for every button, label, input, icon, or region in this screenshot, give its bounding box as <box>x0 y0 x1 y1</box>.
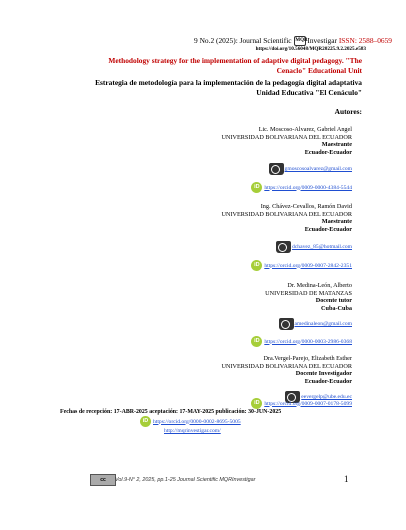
author-orcid-row[interactable] <box>251 336 352 347</box>
title-english-line2: Cenaclo" Educational Unit <box>276 65 362 75</box>
author-orcid[interactable]: https://orcid.org/0000-0003-2986-0368 <box>264 338 352 345</box>
orcid-icon: iD <box>251 336 262 347</box>
title-spanish <box>95 78 362 97</box>
orcid-icon: iD <box>251 260 262 271</box>
orcid-icon: iD <box>251 398 262 409</box>
authors-heading: Autores: <box>334 107 362 116</box>
orcid-icon: iD <box>251 182 262 193</box>
author-role: Docente tutor <box>315 297 352 305</box>
author-location: Ecuador-Ecuador <box>304 225 352 233</box>
author-name: Dra.Vergel-Parejo, Elizabeth Esther <box>263 355 352 362</box>
author-email[interactable]: dchavez_85@hotmail.com <box>292 244 352 250</box>
header-journal: Investigar <box>307 36 337 45</box>
author-email[interactable]: gmoscosoalvarez@gmail.com <box>284 166 352 172</box>
footer-citation: Vol.9-N° 2, 2025, pp.1-25 Journal Scientific MQRInvestigar <box>115 477 256 483</box>
author-location: Cuba-Cuba <box>321 304 352 312</box>
dates-line: Fechas de recepción: 17-ABR-2025 aceptación: 17-MAY-2025 publicación: 30-JUN-2025 <box>60 409 282 415</box>
mqr-logo-icon: MQR <box>294 36 306 46</box>
author-institution: UNIVERSIDAD DE MATANZAS <box>265 289 352 297</box>
title-spanish-line2: Unidad Educativa "El Cenáculo" <box>256 87 362 97</box>
header-prefix: 9 No.2 (2025): Journal Scientific <box>194 36 292 45</box>
author-name: Dr. Medina-León, Alberto <box>287 282 352 289</box>
author-institution: UNIVERSIDAD BOLIVARIANA DEL ECUADOR <box>221 362 352 370</box>
orcid-icon: iD <box>140 416 151 427</box>
email-envelope-icon <box>269 163 284 175</box>
journal-header <box>194 36 392 46</box>
title-spanish-line1: Estrategia de metodología para la implementación de la pedagogía digital adaptativa <box>95 78 362 87</box>
author-orcid[interactable]: https://orcid.org/0009-0007-2842-2351 <box>264 262 352 269</box>
title-english <box>108 56 362 75</box>
header-issn: ISSN: 2588–0659 <box>338 36 392 45</box>
creative-commons-badge: cc <box>90 474 116 486</box>
header-doi[interactable]: https://doi.org/10.56048/MQR20225.9.2.2025.e583 <box>255 46 366 52</box>
author-email[interactable]: eevergelp@ube.edu.ec <box>301 394 352 400</box>
journal-website-link[interactable]: http://mqrinvestigar.com/ <box>164 428 221 434</box>
author-orcid-row[interactable] <box>251 398 352 409</box>
author-block <box>222 355 352 385</box>
author-email-row[interactable] <box>279 318 353 330</box>
author-role: Maestrante <box>321 141 352 149</box>
author-email-row[interactable] <box>269 163 352 175</box>
author-block <box>222 126 352 156</box>
author-block <box>265 282 352 312</box>
page-number: 1 <box>344 474 349 484</box>
journal-orcid[interactable]: https://orcid.org/0000-0002-8695-5005 <box>153 418 241 425</box>
author-block <box>222 203 352 233</box>
email-envelope-icon <box>276 241 291 253</box>
author-institution: UNIVERSIDAD BOLIVARIANA DEL ECUADOR <box>221 133 352 141</box>
author-orcid[interactable]: https://orcid.org/0009-0000-4384-5544 <box>264 184 352 191</box>
author-email[interactable]: amedinaleon@gmail.com <box>294 321 352 327</box>
journal-orcid-row[interactable] <box>140 416 241 427</box>
author-orcid[interactable]: https://orcid.org/0009-0007-0178-5099 <box>264 400 352 407</box>
author-name: Lic. Moscoso-Alvarez, Gabriel Angel <box>258 126 352 133</box>
author-orcid-row[interactable] <box>251 182 352 193</box>
author-name: Ing. Chávez-Cevallos, Ramón David <box>260 203 352 210</box>
author-role: Docente Investigador <box>295 370 352 378</box>
author-location: Ecuador-Ecuador <box>304 377 352 385</box>
author-location: Ecuador-Ecuador <box>304 148 352 156</box>
author-institution: UNIVERSIDAD BOLIVARIANA DEL ECUADOR <box>221 210 352 218</box>
email-envelope-icon <box>279 318 294 330</box>
title-english-line1: Methodology strategy for the implementation of adaptive digital pedagogy. "The <box>108 56 362 65</box>
author-role: Maestrante <box>321 218 352 226</box>
author-orcid-row[interactable] <box>251 260 352 271</box>
author-email-row[interactable] <box>276 241 352 253</box>
